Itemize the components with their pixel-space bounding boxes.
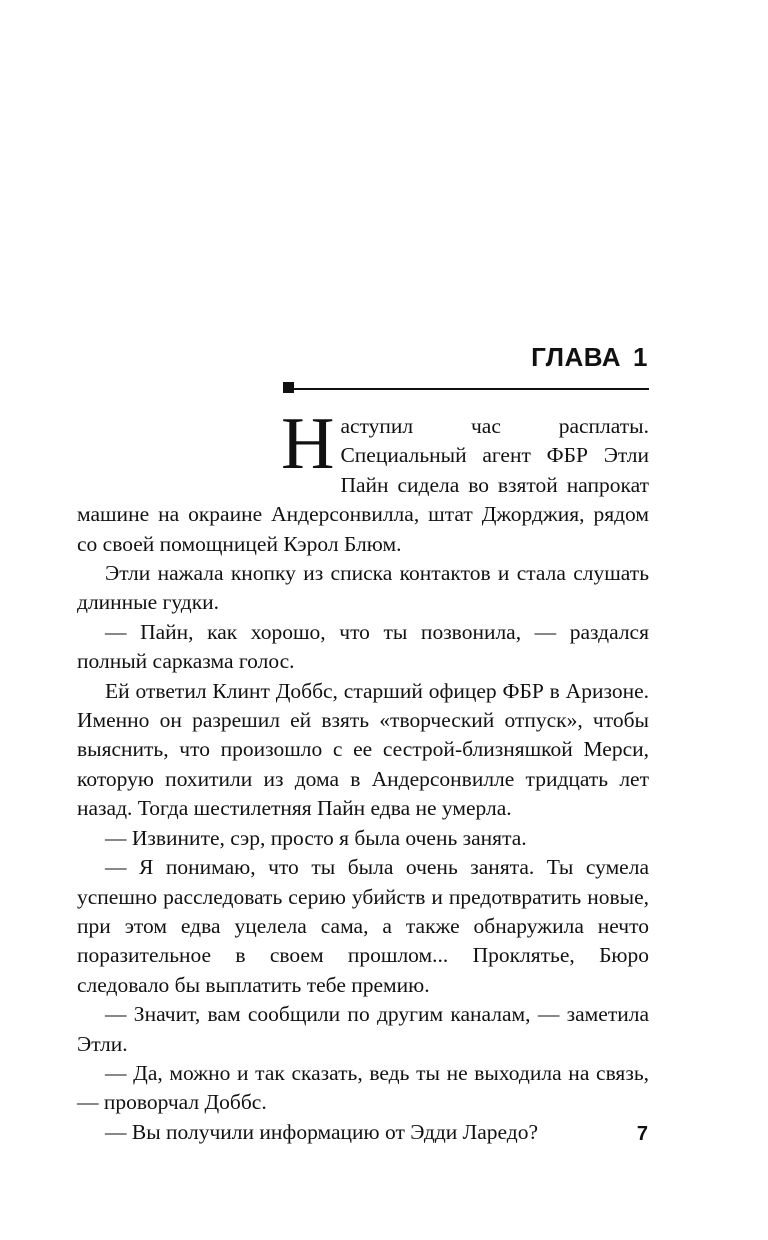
paragraph: — Вы получили информацию от Эдди Ларедо? — [105, 1119, 539, 1144]
paragraph: — Значит, вам сообщили по другим каналам, — заметила Этли. — [77, 1002, 649, 1056]
paragraph — [77, 403, 649, 559]
paragraph: Этли нажала кнопку из списка контактов и стала слушать длинные гудки. — [77, 561, 649, 615]
chapter-number: 1 — [633, 342, 648, 372]
body-text — [77, 403, 649, 1147]
chapter-rule — [285, 388, 649, 390]
page-number: 7 — [636, 1123, 648, 1145]
paragraph: — Пайн, как хорошо, что ты позвонила, — раздался полный сарказма голос. — [77, 619, 649, 674]
paragraph: Ей ответил Клинт Доббс, старший офицер ФБР в Аризоне. Именно он разрешил ей взять «творческий отпуск», чтобы выяснить, что произошло с ее сестрой-близняшкой Мерси, которую похитили из дома в Андерсонвилле тридцать лет назад. Тогда шестилетняя Пайн едва не умерла. — [77, 678, 649, 821]
paragraph: — Я понимаю, что ты была очень занята. Ты сумела успешно расследовать серию убийств и предотвратить новые, при этом едва уцелела сама, а также обнаружила нечто поразительное в своем прошлом... Проклятье, Бюро следовало бы выплатить тебе премию. — [77, 855, 649, 997]
drop-cap: Н — [281, 403, 335, 485]
chapter-heading — [531, 342, 648, 373]
paragraph: — Извините, сэр, просто я была очень занята. — [105, 825, 527, 850]
paragraph-text: аступил час расплаты. Специальный агент ФБР Этли Пайн сидела во взятой напрокат машине на окраине Андерсонвилла, штат Джорджия, рядом со своей помощницей Кэрол Блюм. — [77, 414, 649, 556]
paragraph: — Да, можно и так сказать, ведь ты не выходила на связь, — проворчал Доббс. — [77, 1060, 649, 1115]
chapter-label: ГЛАВА — [531, 342, 622, 372]
